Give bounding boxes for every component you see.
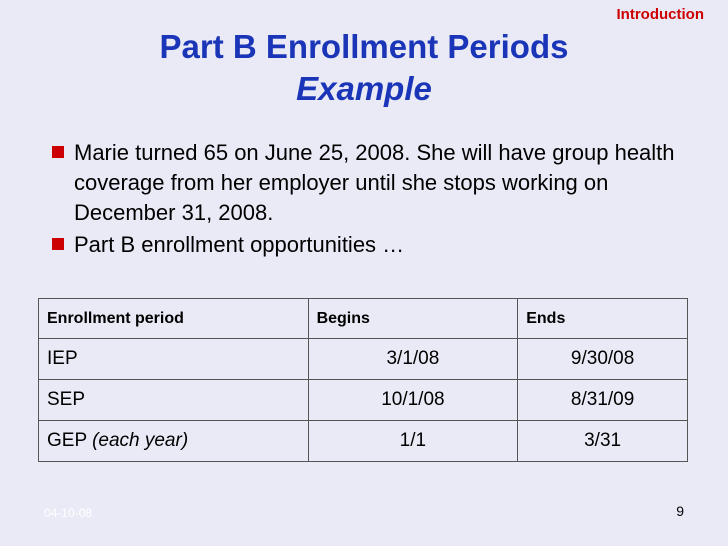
period-name: SEP (47, 389, 86, 410)
table-header-row (39, 299, 688, 339)
bullet-item (52, 138, 702, 228)
period-name: IEP (47, 348, 78, 369)
table-row (39, 380, 688, 421)
table-row (39, 421, 688, 462)
header-enrollment-period: Enrollment period (39, 299, 309, 339)
table-row (39, 339, 688, 380)
cell-ends: 8/31/09 (518, 380, 688, 421)
period-note: (each year) (92, 430, 189, 451)
footer-date: 04-10-08 (44, 506, 93, 520)
cell-period (39, 380, 309, 421)
enrollment-table (38, 298, 688, 462)
cell-period (39, 339, 309, 380)
bullet-item (52, 230, 702, 260)
section-tag: Introduction (616, 6, 704, 23)
period-name: GEP (47, 430, 87, 451)
cell-begins: 1/1 (308, 421, 518, 462)
cell-ends: 3/31 (518, 421, 688, 462)
cell-ends: 9/30/08 (518, 339, 688, 380)
square-bullet-icon (52, 238, 64, 250)
cell-begins: 3/1/08 (308, 339, 518, 380)
slide-subtitle: Example (296, 70, 432, 107)
cell-begins: 10/1/08 (308, 380, 518, 421)
bullet-text: Part B enrollment opportunities … (74, 232, 405, 257)
header-begins: Begins (308, 299, 518, 339)
header-ends: Ends (518, 299, 688, 339)
bullet-text: Marie turned 65 on June 25, 2008. She will have group health coverage from her employer until she stops working on December 31, 2008. (74, 140, 675, 225)
cell-period (39, 421, 309, 462)
slide-title (0, 26, 728, 110)
square-bullet-icon (52, 146, 64, 158)
slide-title-main: Part B Enrollment Periods (159, 28, 569, 65)
page-number: 9 (676, 503, 684, 519)
bullet-list (52, 138, 702, 262)
